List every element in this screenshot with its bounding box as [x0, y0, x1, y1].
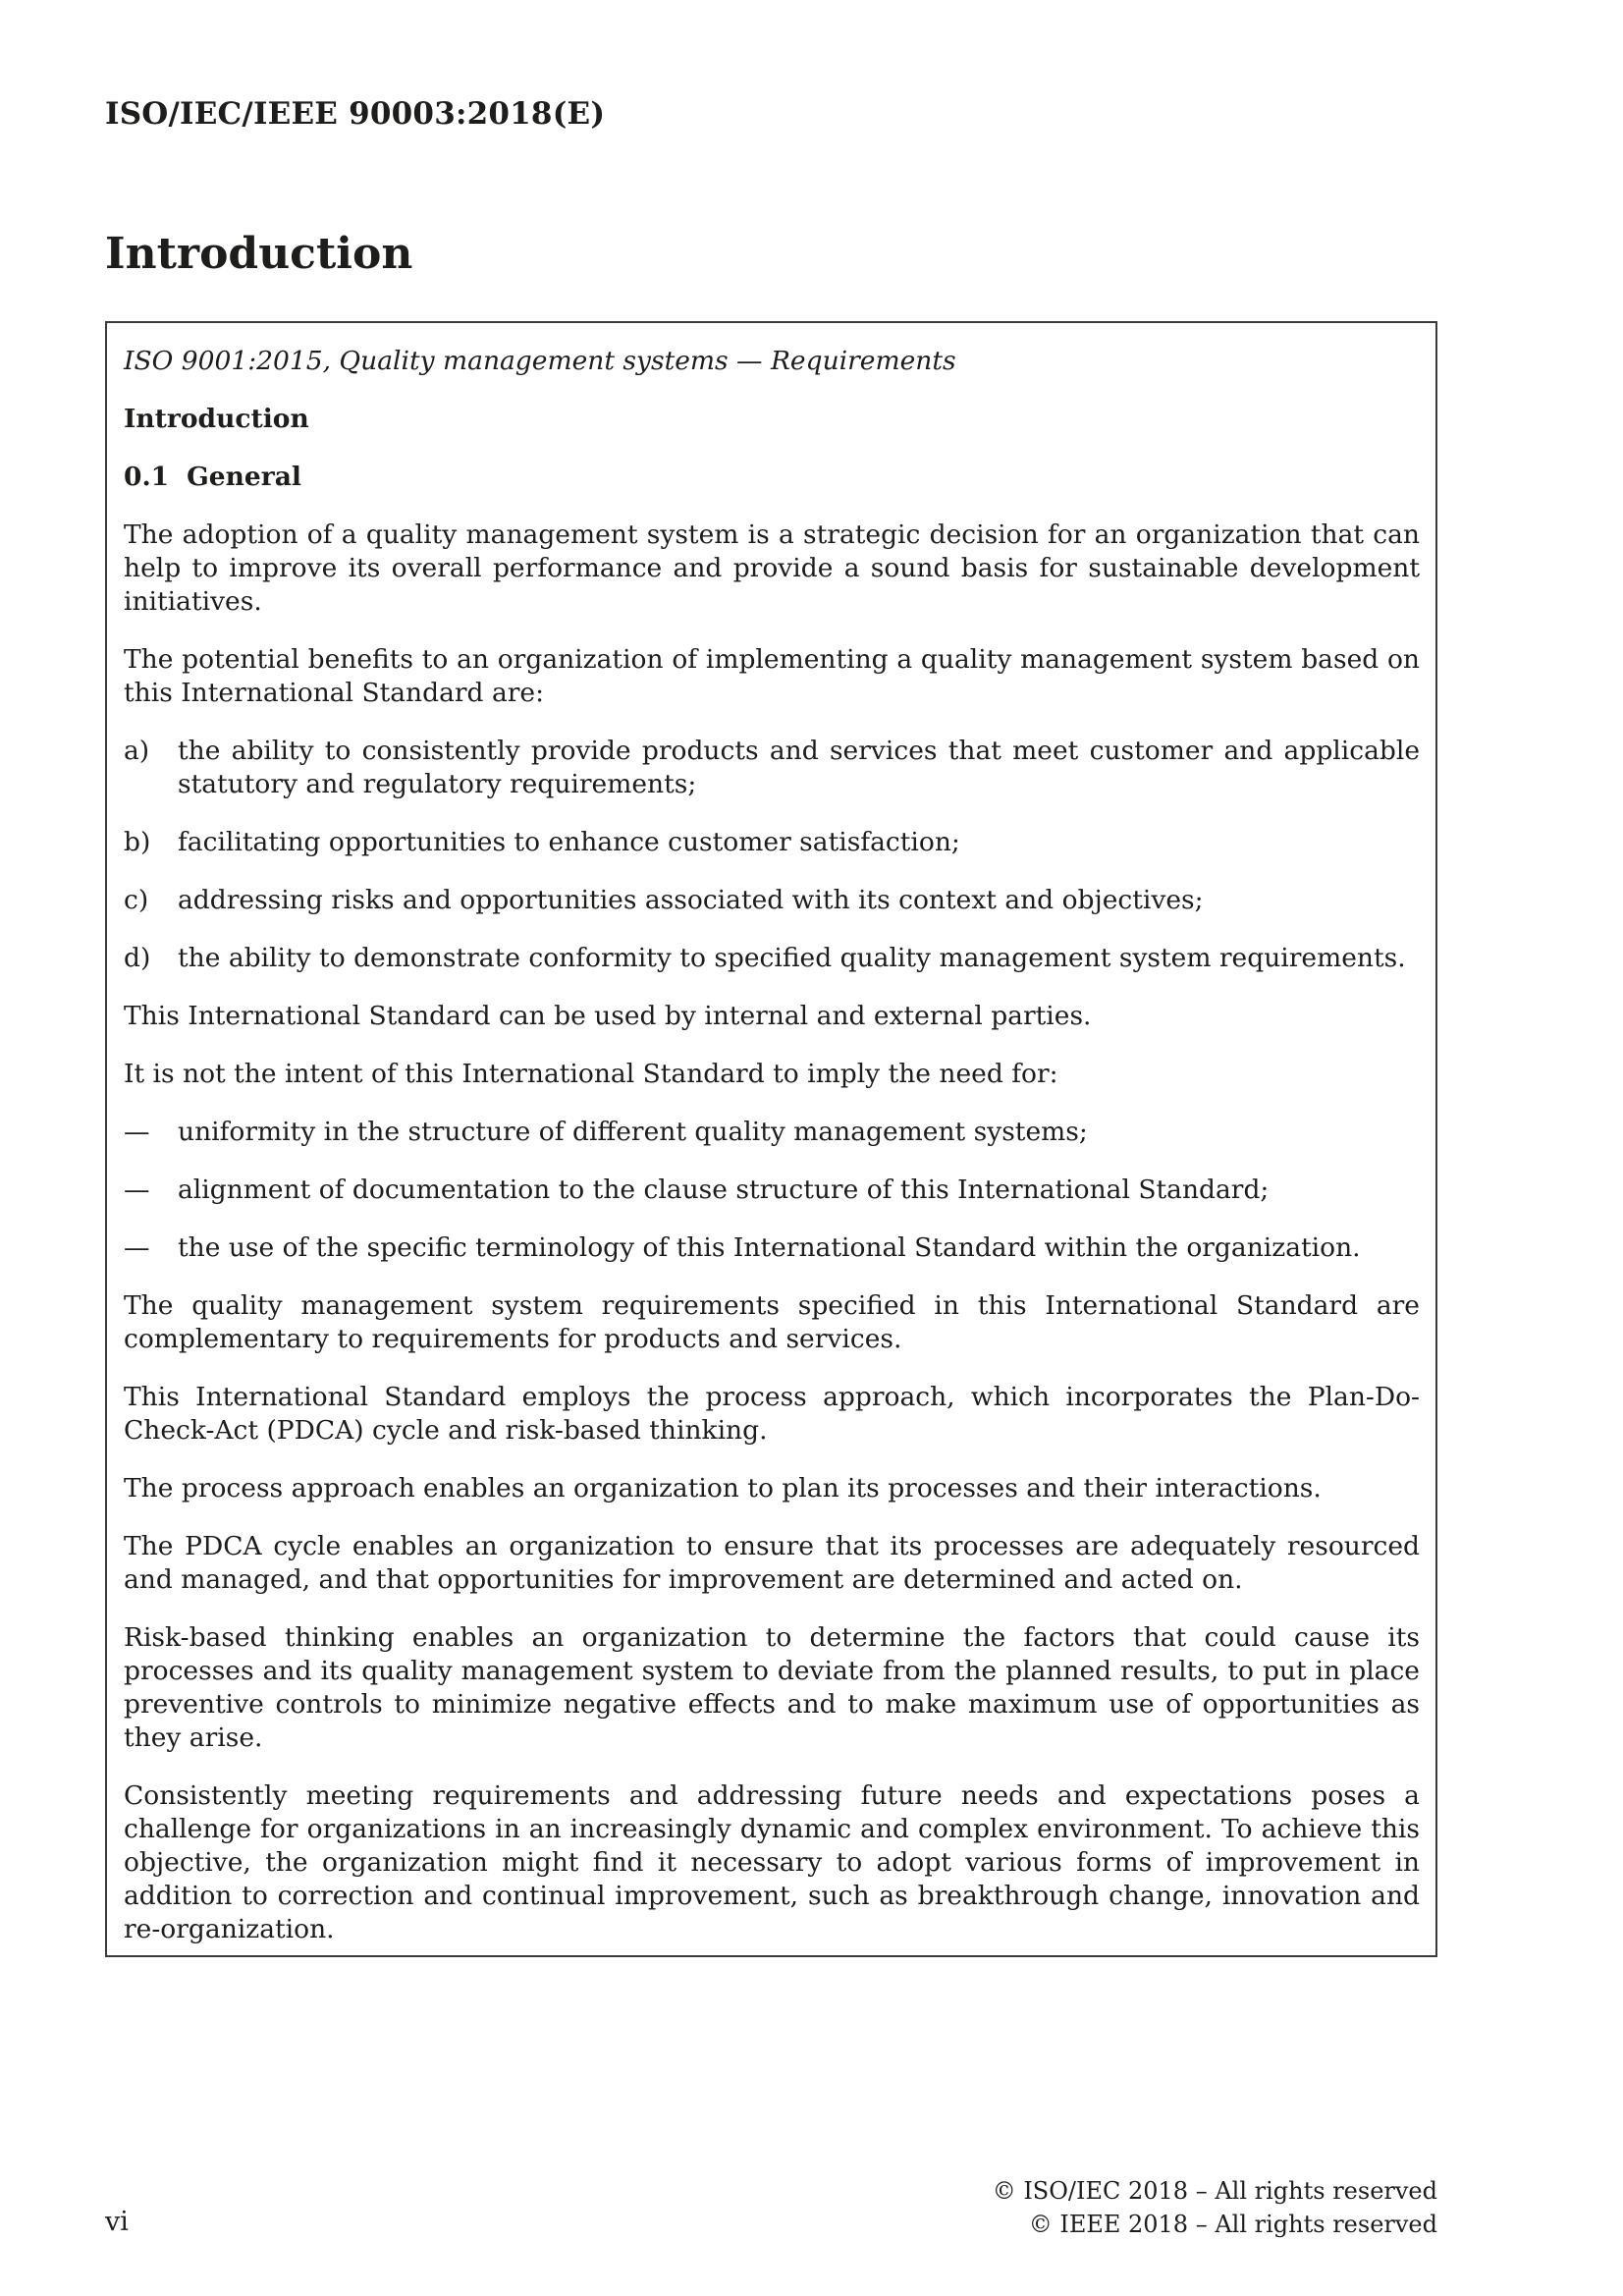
- page-title: Introduction: [105, 229, 413, 279]
- list-item: [124, 1116, 1420, 1149]
- page-number: vi: [105, 2207, 129, 2237]
- reference-line: ISO 9001:2015, Quality management systems — Requirements: [124, 346, 956, 376]
- list-marker: d): [124, 943, 151, 973]
- copyright-iso: © ISO/IEC 2018 – All rights reserved: [992, 2177, 1437, 2205]
- list-text: addressing risks and opportunities associated with its context and objectives;: [178, 885, 1204, 915]
- list-marker: —: [124, 1117, 150, 1147]
- list-item: [124, 942, 1420, 975]
- paragraph: This International Standard employs the process approach, which incorporates the Plan-Do-Check-Act (PDCA) cycle and risk-based thinking.: [124, 1382, 1420, 1446]
- paragraph: It is not the intent of this International Standard to imply the need for:: [124, 1059, 1058, 1089]
- list-item: [124, 884, 1420, 917]
- list-marker: —: [124, 1175, 150, 1205]
- paragraph: The potential benefits to an organization of implementing a quality management system based on this International Standard are:: [124, 644, 1420, 708]
- paragraph: This International Standard can be used by internal and external parties.: [124, 1001, 1092, 1031]
- section-heading: [124, 461, 1420, 494]
- document-id: ISO/IEC/IEEE 90003:2018(E): [105, 96, 606, 132]
- paragraph: Consistently meeting requirements and addressing future needs and expectations poses a challenge for organizations in an increasingly dynamic and complex environment. To achieve this objective, the organization might find it necessary to adopt various forms of improvement in addition to correction and continual improvement, such as breakthrough change, innovation and re-organization.: [124, 1780, 1420, 1944]
- box-heading: Introduction: [124, 404, 309, 434]
- paragraph: The adoption of a quality management system is a strategic decision for an organization that can help to improve its overall performance and provide a sound basis for sustainable development initiatives.: [124, 519, 1420, 617]
- section-title: General: [187, 462, 301, 492]
- quoted-standard-box: [105, 321, 1437, 1957]
- list-item: [124, 826, 1420, 859]
- paragraph: The quality management system requirements specified in this International Standard are complementary to requirements for products and services.: [124, 1290, 1420, 1354]
- list-text: alignment of documentation to the clause structure of this International Standard;: [178, 1175, 1270, 1205]
- list-text: the ability to demonstrate conformity to specified quality management system requirements.: [178, 943, 1406, 973]
- paragraph: The process approach enables an organization to plan its processes and their interactions.: [124, 1473, 1322, 1503]
- list-text: the use of the specific terminology of this International Standard within the organization.: [178, 1232, 1361, 1263]
- list-text: facilitating opportunities to enhance customer satisfaction;: [178, 827, 960, 857]
- list-text: uniformity in the structure of different quality management systems;: [178, 1117, 1088, 1147]
- list-item: [124, 1231, 1420, 1265]
- copyright-notice: [993, 2174, 1437, 2241]
- copyright-ieee: © IEEE 2018 – All rights reserved: [1028, 2211, 1437, 2238]
- paragraph: Risk-based thinking enables an organization to determine the factors that could cause its processes and its quality management system to deviate from the planned results, to put in place preventive controls to minimize negative effects and to make maximum use of opportunities as they arise.: [124, 1622, 1420, 1753]
- list-marker: c): [124, 885, 149, 915]
- paragraph: The PDCA cycle enables an organization to ensure that its processes are adequately resourced and managed, and that opportunities for improvement are determined and acted on.: [124, 1531, 1420, 1595]
- list-text: the ability to consistently provide products and services that meet customer and applicable statutory and regulatory requirements;: [178, 736, 1420, 799]
- list-marker: b): [124, 827, 151, 857]
- list-item: [124, 1174, 1420, 1207]
- list-marker: a): [124, 736, 150, 766]
- section-number: 0.1: [124, 462, 170, 492]
- list-marker: —: [124, 1232, 150, 1263]
- list-item: [124, 735, 1420, 801]
